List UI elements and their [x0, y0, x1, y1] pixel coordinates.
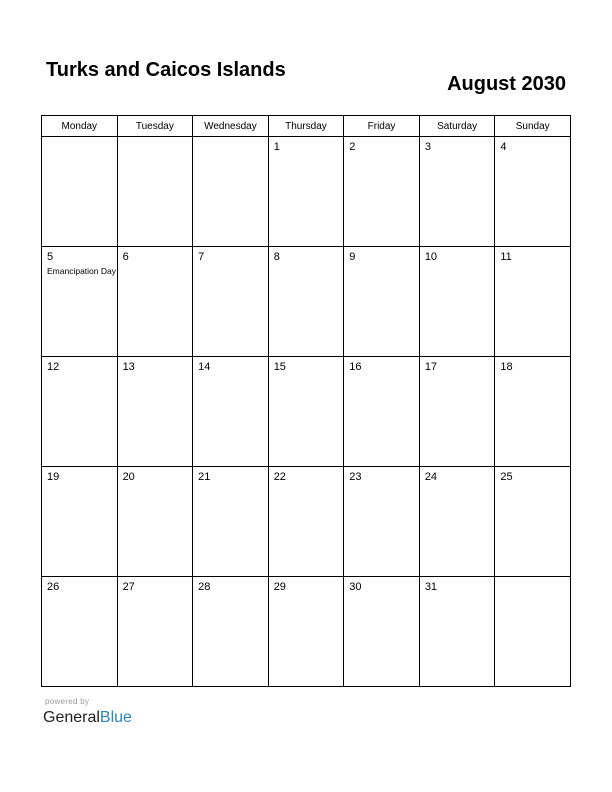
day-cell — [42, 357, 118, 467]
empty-day-cell — [117, 137, 193, 247]
day-number: 13 — [122, 361, 135, 373]
day-number: 2 — [349, 141, 356, 153]
day-number: 25 — [500, 471, 513, 483]
week-row — [42, 247, 571, 357]
week-row — [42, 137, 571, 247]
day-number: 28 — [198, 581, 211, 593]
empty-day-cell — [495, 577, 571, 687]
day-number: 23 — [349, 471, 362, 483]
week-row — [42, 357, 571, 467]
weekday-header-wednesday: Wednesday — [193, 116, 269, 137]
day-number: 11 — [500, 251, 512, 263]
day-cell — [495, 247, 571, 357]
day-cell — [344, 137, 420, 247]
logo-blue-text: Blue — [99, 709, 132, 726]
day-number: 17 — [424, 361, 438, 373]
day-cell — [419, 247, 495, 357]
day-cell — [344, 247, 420, 357]
day-number: 9 — [349, 251, 356, 263]
day-number: 16 — [349, 361, 362, 373]
day-cell — [268, 577, 344, 687]
day-number: 8 — [273, 251, 280, 263]
calendar-body — [42, 137, 571, 687]
day-cell — [344, 577, 420, 687]
day-cell — [419, 137, 495, 247]
day-cell — [268, 467, 344, 577]
logo-general-text: General — [43, 709, 100, 726]
day-number: 31 — [424, 581, 438, 593]
day-number: 29 — [273, 581, 286, 593]
day-number: 5 — [47, 251, 54, 263]
day-cell — [193, 577, 269, 687]
day-number: 1 — [273, 141, 280, 153]
day-cell — [268, 137, 344, 247]
day-number: 6 — [122, 251, 129, 263]
day-number: 24 — [424, 471, 438, 483]
day-cell — [42, 467, 118, 577]
day-cell — [193, 247, 269, 357]
calendar-grid — [41, 115, 571, 687]
day-number: 4 — [500, 141, 507, 153]
weekday-header-thursday: Thursday — [268, 116, 344, 137]
day-number: 22 — [273, 471, 286, 483]
month-title: August 2030 — [447, 73, 566, 95]
weekday-header-monday: Monday — [42, 116, 118, 137]
day-number: 18 — [500, 361, 513, 373]
generalblue-logo[interactable] — [43, 708, 132, 728]
day-number: 20 — [122, 471, 135, 483]
day-number: 19 — [47, 471, 60, 483]
day-number: 10 — [424, 251, 438, 263]
day-cell — [193, 357, 269, 467]
empty-day-cell — [193, 137, 269, 247]
footer-branding — [43, 697, 132, 728]
day-cell — [193, 467, 269, 577]
day-cell — [268, 247, 344, 357]
day-number: 21 — [198, 471, 211, 483]
day-cell — [495, 137, 571, 247]
day-number: 14 — [198, 361, 211, 373]
day-cell — [117, 357, 193, 467]
day-cell — [419, 577, 495, 687]
day-cell — [42, 577, 118, 687]
day-number: 27 — [122, 581, 135, 593]
day-cell — [268, 357, 344, 467]
day-cell — [117, 247, 193, 357]
holiday-label: Emancipation Day — [47, 266, 116, 276]
weekday-header-tuesday: Tuesday — [117, 116, 193, 137]
week-row — [42, 467, 571, 577]
day-number: 12 — [47, 361, 60, 373]
day-cell — [117, 467, 193, 577]
day-cell — [495, 357, 571, 467]
weekday-header-sunday: Sunday — [495, 116, 571, 137]
week-row — [42, 577, 571, 687]
weekday-header-row — [42, 116, 571, 137]
day-number: 26 — [47, 581, 60, 593]
day-number: 15 — [273, 361, 286, 373]
day-cell — [344, 467, 420, 577]
weekday-header-saturday: Saturday — [419, 116, 495, 137]
day-cell — [419, 357, 495, 467]
country-title: Turks and Caicos Islands — [46, 59, 286, 81]
day-cell — [495, 467, 571, 577]
day-cell — [117, 577, 193, 687]
day-cell — [344, 357, 420, 467]
day-number: 30 — [349, 581, 362, 593]
weekday-header-friday: Friday — [344, 116, 420, 137]
empty-day-cell — [42, 137, 118, 247]
day-number: 3 — [424, 141, 431, 153]
day-cell — [419, 467, 495, 577]
day-number: 7 — [198, 251, 205, 263]
day-cell — [42, 247, 118, 357]
powered-by-text: powered by — [45, 697, 90, 706]
